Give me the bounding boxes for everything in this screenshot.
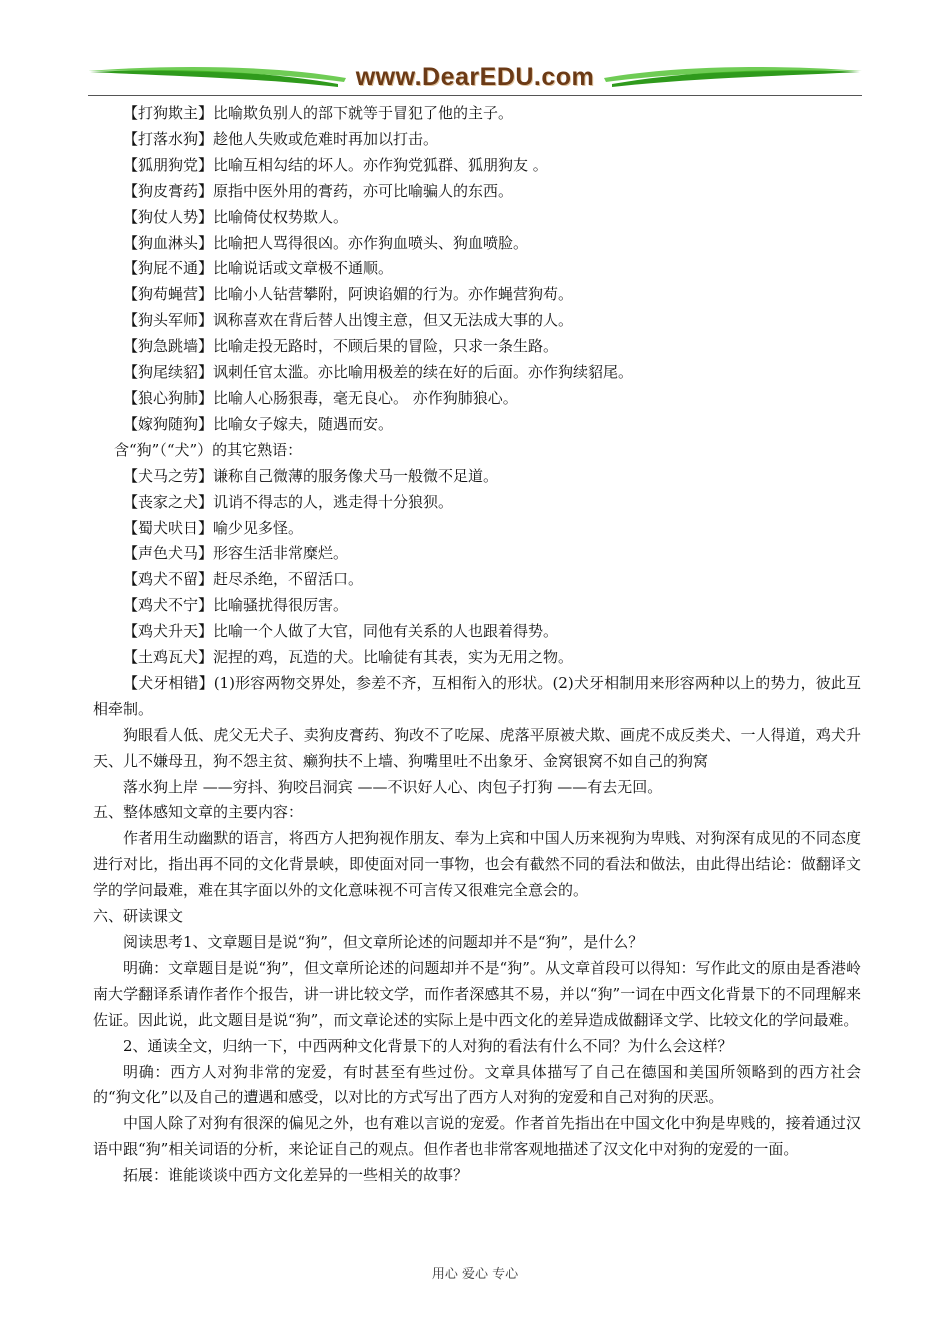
idiom-entry: 【打落水狗】趁他人失败或危难时再加以打击。: [123, 129, 439, 148]
question-2: 2、通读全文，归纳一下，中西两种文化背景下的人对狗的看法有什么不同？为什么会这样？: [123, 1036, 733, 1055]
subheading-other-idioms: 含“狗”（“犬”）的其它熟语：: [114, 440, 303, 459]
idiom-entry: 【嫁狗随狗】比喻女子嫁夫，随遇而安。: [123, 414, 394, 433]
idiom-entry: 【狗仗人势】比喻倚仗权势欺人。: [123, 207, 349, 226]
paragraph-sayings: 狗眼看人低、虎父无犬子、卖狗皮膏药、狗改不了吃屎、虎落平原被犬欺、画虎不成反类犬、一人得道，鸡犬升天、儿不嫌母丑，狗不怨主贫、癞狗扶不上墙、狗嘴里吐不出象牙、金窝银窝不如自己的狗窝: [93, 725, 861, 770]
idiom-entry: 【鸡犬不留】赶尽杀绝，不留活口。: [123, 570, 364, 589]
site-logo-text[interactable]: www.DearEDU.com: [355, 63, 595, 91]
idiom-list-quan: [93, 464, 861, 671]
answer-1: 明确：文章题目是说“狗”，但文章所论述的问题却并不是“狗”。从文章首段可以得知：写作此文的原由是香港岭南大学翻译系请作者作个报告，讲一讲比较文学，而作者深感其不易，并以“狗”一词在中西文化背景下的不同理解来佐证。因此说，此文题目是说“狗”，而文章论述的实际上是中西文化的差异造成做翻译文学、比较文化的学问最难。: [93, 958, 861, 1029]
answer-2-west: 明确：西方人对狗非常的宠爱，有时甚至有些过份。文章具体描写了自己在德国和美国所领略到的西方社会的“狗文化”以及自己的遭遇和感受，以对比的方式写出了西方人对狗的宠爱和自己对狗的厌恶。: [93, 1062, 861, 1107]
section-heading-5: 五、整体感知文章的主要内容：: [93, 803, 304, 822]
idiom-entry: 【声色犬马】形容生活非常糜烂。: [123, 544, 349, 563]
section-heading-6: 六、研读课文: [93, 907, 184, 926]
idiom-entry: 【狗尾续貂】讽刺任官太滥。亦比喻用极差的续在好的后面。亦作狗续貂尾。: [123, 363, 634, 382]
idiom-entry: 【鸡犬升天】比喻一个人做了大官，同他有关系的人也跟着得势。: [123, 622, 559, 641]
extension-prompt: 拓展：谁能谈谈中西方文化差异的一些相关的故事？: [123, 1166, 469, 1185]
idiom-entry: 【犬马之劳】谦称自己微薄的服务像犬马一般微不足道。: [123, 466, 499, 485]
idiom-entry: 【狗皮膏药】原指中医外用的膏药，亦可比喻骗人的东西。: [123, 181, 514, 200]
document-body: [93, 101, 861, 1189]
idiom-entry: 【打狗欺主】比喻欺负别人的部下就等于冒犯了他的主子。: [123, 104, 514, 122]
idiom-entry: 【狐朋狗党】比喻互相勾结的坏人。亦作狗党狐群、狐朋狗友 。: [123, 155, 548, 174]
paragraph-quanya: 【犬牙相错】(1)形容两物交界处，参差不齐，互相衔入的形状。(2)犬牙相制用来形容两种以上的势力，彼此互相牵制。: [93, 673, 861, 718]
idiom-entry: 【土鸡瓦犬】泥捏的鸡，瓦造的犬。比喻徒有其表，实为无用之物。: [123, 648, 574, 667]
page-footer: 用心 爱心 专心: [431, 1267, 519, 1282]
idiom-entry: 【蜀犬吠日】喻少见多怪。: [123, 518, 304, 537]
idiom-entry: 【狗急跳墙】比喻走投无路时，不顾后果的冒险，只求一条生路。: [123, 337, 559, 356]
idiom-entry: 【狗屁不通】比喻说话或文章极不通顺。: [123, 259, 394, 278]
paragraph-section5: 作者用生动幽默的语言，将西方人把狗视作朋友、奉为上宾和中国人历来视狗为卑贱、对狗深有成见的不同态度进行对比，指出再不同的文化背景峡，即使面对同一事物，也会有截然不同的看法和做法，由此得出结论：做翻译文学的学问最难，难在其字面以外的文化意味视不可言传又很难完全意会的。: [93, 829, 861, 900]
idiom-entry: 【鸡犬不宁】比喻骚扰得很厉害。: [123, 596, 349, 615]
idiom-entry: 【狼心狗肺】比喻人心肠狠毒，毫无良心。 亦作狗肺狼心。: [123, 388, 518, 407]
idiom-list-dog: [93, 101, 861, 438]
answer-2-china: 中国人除了对狗有很深的偏见之外，也有难以言说的宠爱。作者首先指出在中国文化中狗是卑贱的，接着通过汉语中跟“狗”相关词语的分析，来论证自己的观点。但作者也非常客观地描述了汉文化中对狗的宠爱的一面。: [93, 1114, 861, 1159]
idiom-entry: 【狗血淋头】比喻把人骂得很凶。亦作狗血喷头、狗血喷脸。: [123, 233, 529, 252]
idiom-entry: 【狗苟蝇营】比喻小人钻营攀附，阿谀谄媚的行为。亦作蝇营狗苟。: [123, 285, 574, 304]
site-header: [88, 60, 862, 98]
idiom-entry: 【丧家之犬】讥诮不得志的人，逃走得十分狼狈。: [123, 492, 454, 511]
question-1: 阅读思考1、文章题目是说“狗”，但文章所论述的问题却并不是“狗”，是什么？: [123, 933, 644, 951]
paragraph-xiehouyu: 落水狗上岸 ——穷抖、狗咬吕洞宾 ——不识好人心、肉包子打狗 ——有去无回。: [123, 777, 663, 796]
idiom-entry: 【狗头军师】讽称喜欢在背后替人出馊主意，但又无法成大事的人。: [123, 311, 574, 330]
